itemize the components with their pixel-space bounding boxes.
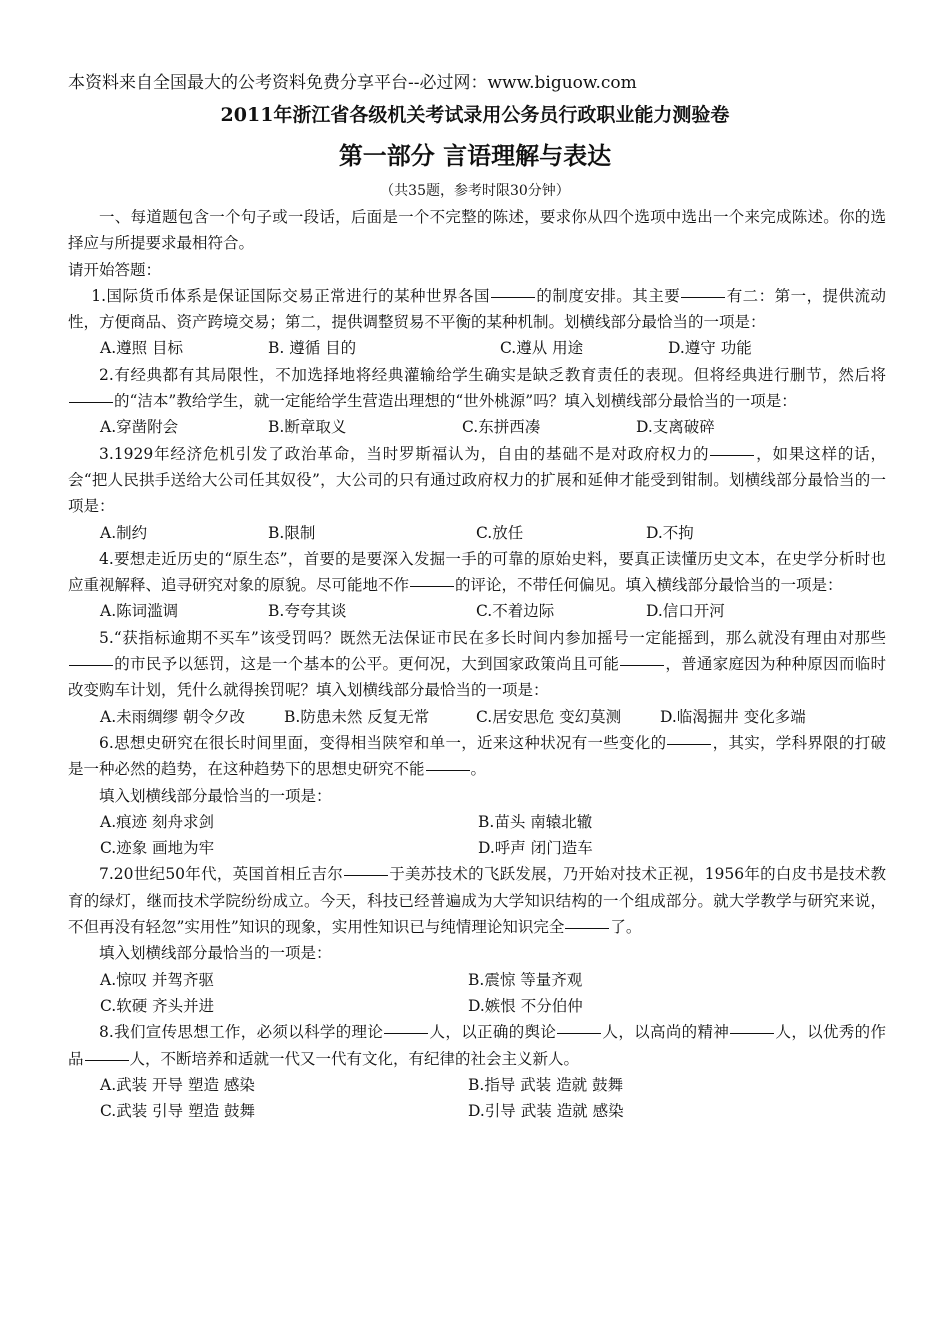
option-b: B.震惊 等量齐观 — [468, 970, 583, 989]
option-b: B.指导 武装 造就 鼓舞 — [468, 1075, 624, 1094]
option-a: A.痕迹 刻舟求剑 — [100, 812, 215, 831]
option-d: D.引导 武装 造就 感染 — [468, 1102, 624, 1121]
answer-blank — [426, 769, 470, 771]
answer-blank — [557, 1032, 601, 1034]
question-8-options-row-1 — [68, 1072, 886, 1098]
question-7-options-row-1 — [68, 967, 886, 993]
question-3-options — [68, 520, 886, 546]
question-2: 2.有经典都有其局限性，不加选择地将经典灌输给学生确实是缺乏教育责任的表现。但将经典进行删节，然后将的“洁本”教给学生，就一定能给学生营造出理想的“世外桃源”吗？填入划横线部分最恰当的一项是： — [68, 362, 886, 415]
source-line: 本资料来自全国最大的公考资料免费分享平台--必过网：www.biguow.com — [68, 73, 637, 93]
option-b: B. 遵循 目的 — [268, 339, 357, 358]
question-6-options-row-1 — [68, 809, 886, 835]
option-c: C.软硬 齐头并进 — [100, 996, 215, 1015]
option-d: D.临渴掘井 变化多端 — [660, 707, 806, 726]
question-6-prompt: 填入划横线部分最恰当的一项是： — [99, 786, 332, 805]
option-a: A.穿凿附会 — [100, 418, 179, 437]
exam-title: 2011年浙江省各级机关考试录用公务员行政职业能力测验卷 — [220, 104, 730, 126]
answer-blank — [565, 927, 609, 929]
answer-blank — [620, 664, 664, 666]
option-a: A.遵照 目标 — [100, 339, 184, 358]
question-7-options-row-2 — [68, 993, 886, 1019]
question-7-prompt: 填入划横线部分最恰当的一项是： — [99, 944, 332, 963]
option-b: B.苗头 南辕北辙 — [478, 812, 593, 831]
question-6: 6.思想史研究在很长时间里面，变得相当陕窄和单一，近来这种状况有一些变化的 ，其实，学科界限的打破是一种必然的趋势，在这种趋势下的思想史研究不能 。 — [68, 733, 886, 779]
option-a: A.武装 开导 塑造 感染 — [100, 1075, 255, 1094]
question-3: 3.1929年经济危机引发了政治革命，当时罗斯福认为，自由的基础不是对政府权力的 ，如果这样的话，会“把人民拱手送给大公司任其奴役”，大公司的只有通过政府权力的扩展和延伸才能受到钳制。划横线部分最恰当的一项是： — [68, 444, 886, 516]
question-8-options-row-2 — [68, 1098, 886, 1124]
answer-blank — [667, 743, 711, 745]
option-d: D.呼声 闭门造车 — [478, 839, 593, 858]
question-2-options — [68, 414, 886, 440]
answer-blank — [710, 454, 754, 456]
section-title: 第一部分 言语理解与表达 — [338, 141, 612, 170]
option-d: D.信口开河 — [646, 602, 725, 621]
answer-blank — [344, 874, 388, 876]
option-d: D.嫉恨 不分伯仲 — [468, 996, 583, 1015]
answer-blank — [69, 401, 113, 403]
option-c: C.东拼西凑 — [462, 418, 541, 437]
option-c: C.居安思危 变幻莫测 — [476, 707, 622, 726]
option-c: C.放任 — [476, 523, 524, 542]
option-c: C.武装 引导 塑造 鼓舞 — [100, 1102, 256, 1121]
question-body — [68, 204, 886, 1124]
option-a: A.陈词滥调 — [100, 602, 179, 621]
answer-blank — [491, 296, 535, 298]
option-d: D.不拘 — [646, 523, 694, 542]
option-b: B.限制 — [268, 523, 316, 542]
answer-blank — [69, 664, 113, 666]
answer-blank — [384, 1032, 428, 1034]
option-c: C.遵从 用途 — [500, 339, 584, 358]
answer-blank — [85, 1059, 129, 1061]
option-b: B.夸夸其谈 — [268, 602, 347, 621]
question-1-options — [68, 335, 886, 361]
option-b: B.防患未然 反复无常 — [284, 707, 430, 726]
instructions: 一、每道题包含一个句子或一段话，后面是一个不完整的陈述，要求你从四个选项中选出一个来完成陈述。你的选择应与所提要求最相符合。 — [68, 208, 886, 253]
option-a: A.制约 — [100, 523, 148, 542]
question-1: 1.国际货币体系是保证国际交易正常进行的某种世界各国 的制度安排。其主要 有二：第一，提供流动性，方便商品、资产跨境交易；第二，提供调整贸易不平衡的某种机制。划横线部分最恰当的一项是： — [68, 286, 886, 332]
question-5-options — [68, 704, 886, 730]
option-a: A.未雨绸缪 朝令夕改 — [100, 707, 246, 726]
option-d: D.遵守 功能 — [668, 339, 752, 358]
start-prompt: 请开始答题： — [68, 260, 162, 279]
question-6-options-row-2 — [68, 835, 886, 861]
time-note: （共35题，参考时限30分钟） — [380, 183, 570, 199]
answer-blank — [410, 585, 454, 587]
option-b: B.断章取义 — [268, 418, 347, 437]
question-7: 7.20世纪50年代，英国首相丘吉尔 于美苏技术的飞跃发展，乃开始对技术正视，1956年的白皮书是技术教育的绿灯，继而技术学院纷纷成立。今天，科技已经普遍成为大学知识结构的一个组成部分。就大学教学与研究来说，不但再没有轻忽”实用性”知识的现象，实用性知识已与纯情理论知识完全 了。 — [68, 865, 886, 937]
option-c: C.迹象 画地为牢 — [100, 839, 215, 858]
answer-blank — [730, 1032, 774, 1034]
question-4-options — [68, 598, 886, 624]
question-5: 5.“获指标逾期不买车”该受罚吗？既然无法保证市民在多长时间内参加摇号一定能摇到，那么就没有理由对那些的市民予以惩罚，这是一个基本的公平。更何况，大到国家政策尚且可能 ，普通家庭因为种种原因而临时改变购车计划，凭什么就得挨罚呢？填入划横线部分最恰当的一项是： — [68, 628, 886, 700]
question-4: 4.要想走近历史的“原生态”，首要的是要深入发掘一手的可靠的原始史料，要真正读懂历史文本，在史学分析时也应重视解释、追寻研究对象的原貌。尽可能地不作 的评论，不带任何偏见。填入横线部分最恰当的一项是： — [68, 549, 886, 595]
option-d: D.支离破碎 — [636, 418, 715, 437]
question-8: 8.我们宣传思想工作，必须以科学的理论 人，以正确的舆论 人，以高尚的精神 人，以优秀的作品 人，不断培养和适就一代又一代有文化，有纪律的社会主义新人。 — [68, 1023, 886, 1068]
option-a: A.惊叹 并驾齐驱 — [100, 970, 215, 989]
option-c: C.不着边际 — [476, 602, 555, 621]
answer-blank — [681, 296, 725, 298]
